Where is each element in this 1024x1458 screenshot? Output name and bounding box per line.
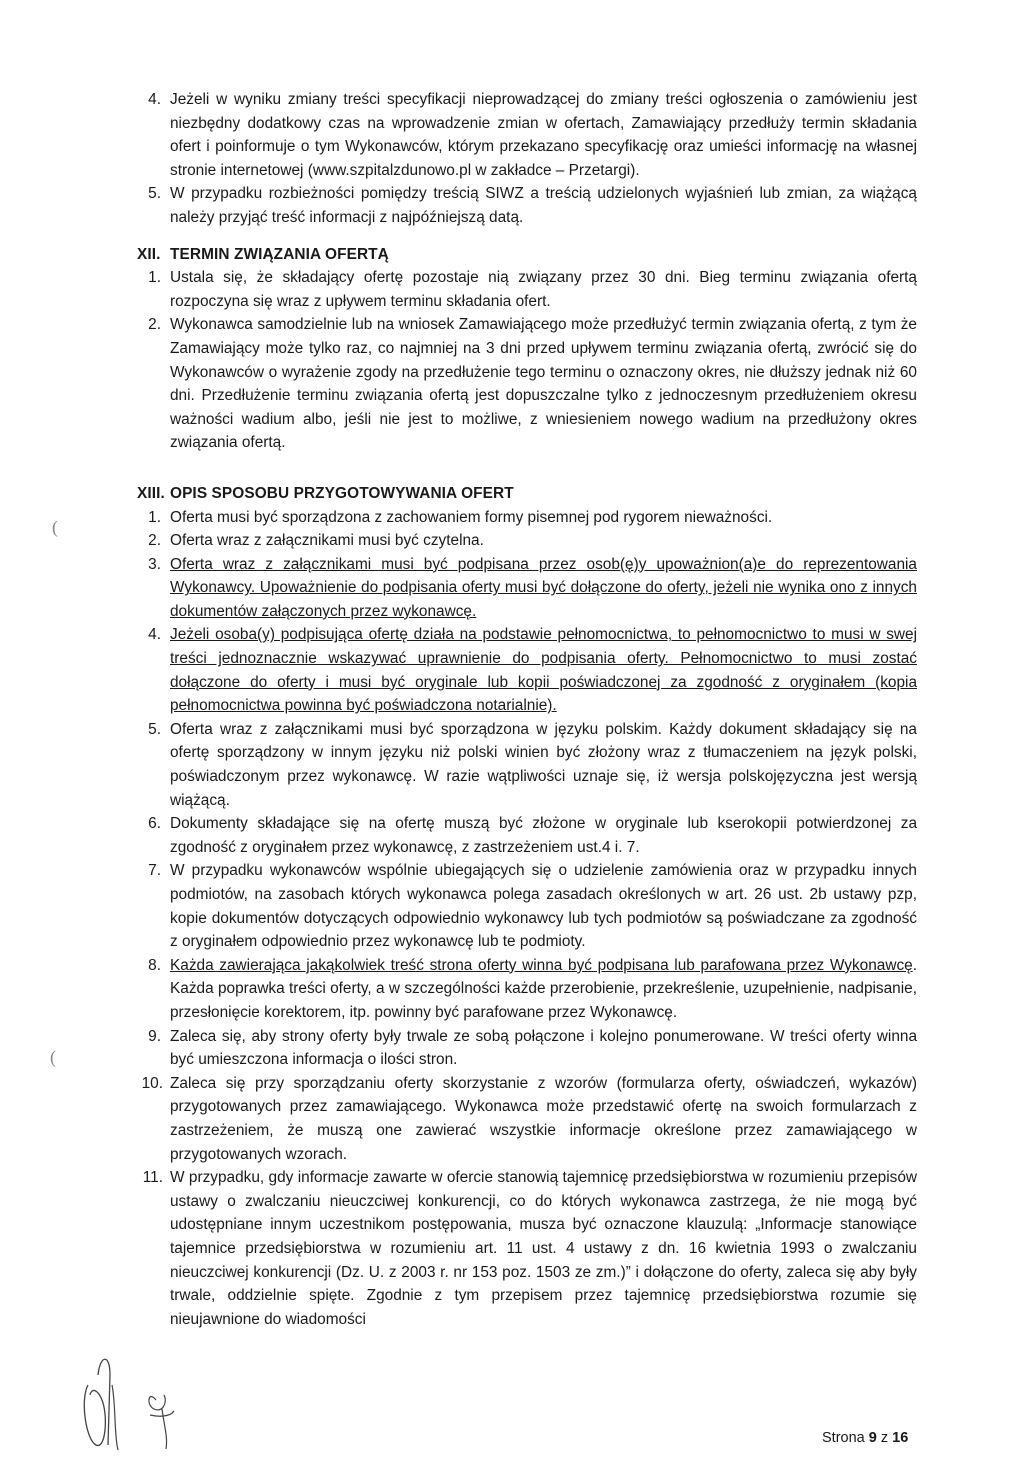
footer-page-number: 9 <box>868 1430 877 1446</box>
section-heading-xii <box>137 243 917 267</box>
item-text: Ustala się, że składający ofertę pozostaje nią związany przez 30 dni. Bieg terminu związania ofertą rozpoczyna się wraz z upływem terminu składania ofert. <box>170 269 917 310</box>
list-item <box>147 182 917 229</box>
item-number: 9. <box>148 1027 161 1045</box>
list-item <box>147 812 917 859</box>
item-text: . Każda poprawka treści oferty, a w szczególności każde przerobienie, przekreślenie, uzupełnienie, nadpisanie, przesłonięcie korektorem, itp. powinny być parafowane przez Wykonawcę. <box>170 956 917 1021</box>
section-title: OPIS SPOSOBU PRZYGOTOWYWANIA OFERT <box>170 484 514 502</box>
list-item <box>147 859 917 953</box>
list-item <box>142 1166 917 1331</box>
handwritten-signature <box>78 1345 208 1455</box>
list-item <box>147 529 917 553</box>
item-number: 1. <box>148 508 161 526</box>
footer-label: Strona <box>822 1430 865 1446</box>
list-item <box>147 718 917 812</box>
document-page <box>137 88 917 1331</box>
item-number: 2. <box>148 532 161 550</box>
item-text-underlined: Każda zawierająca jakąkolwiek treść strona oferty winna być podpisana lub parafowana przez Wykonawcę <box>170 956 913 974</box>
section-number: XIII. <box>137 484 165 502</box>
list-item <box>147 954 917 1025</box>
item-number: 8. <box>148 956 161 974</box>
item-text: Zaleca się przy sporządzaniu oferty skorzystanie z wzorów (formularza oferty, oświadczeń, wykazów) przygotowanych przez zamawiającego. Wykonawca może przedstawić ofertę na swoich formularzach z zastrzeżeniem, że muszą one zawierać wszystkie informacje określone przez zamawiającego w przygotowanych wzorach. <box>170 1074 917 1163</box>
item-number: 1. <box>148 269 161 287</box>
margin-mark: ( <box>50 1047 56 1067</box>
item-number: 5. <box>148 185 161 203</box>
item-text: W przypadku, gdy informacje zawarte w ofercie stanowią tajemnicę przedsiębiorstwa w rozumieniu przepisów ustawy o zwalczaniu nieuczciwej konkurencji, co do których wykonawca zastrzega, że nie mogą być udostępniane innym uczestnikom postępowania, musza być oznaczone klauzulą: „Informacje stanowiące tajemnice przedsiębiorstwa w rozumieniu art. 11 ust. 4 ustawy z dn. 16 kwietnia 1993 o zwalczaniu nieuczciwej konkurencji (Dz. U. z 2003 r. nr 153 poz. 1503 ze zm.)” i dołączone do oferty, zaleca się aby były trwale, oddzielnie spięte. Zgodnie z tym przepisem przez tajemnicę przedsiębiorstwa rozumie się nieujawnione do wiadomości <box>170 1169 917 1328</box>
item-text: Oferta wraz z załącznikami musi być czytelna. <box>170 532 484 550</box>
section-number: XII. <box>137 245 161 263</box>
item-text: Oferta wraz z załącznikami musi być podpisana przez osob(ę)y upoważnion(a)e do reprezentowania Wykonawcy. Upoważnienie do podpisania oferty musi być dołączone do oferty, jeżeli nie wynika ono z innych dokumentów załączonych przez wykonawcę. <box>170 555 917 620</box>
item-text: Jeżeli w wyniku zmiany treści specyfikacji nieprowadzącej do zmiany treści ogłoszenia o zamówieniu jest niezbędny dodatkowy czas na wprowadzenie zmian w ofertach, Zamawiający przedłuży termin składania ofert i poinformuje o tym Wykonawców, którym przekazano specyfikację oraz umieści informację na własnej stronie internetowej (www.szpitalzdunowo.pl w zakładce – Przetargi). <box>170 91 917 179</box>
list-item <box>147 553 917 624</box>
item-number: 4. <box>148 91 161 108</box>
section-heading-xiii <box>137 482 917 506</box>
item-number: 4. <box>148 626 161 644</box>
item-text: Wykonawca samodzielnie lub na wniosek Zamawiającego może przedłużyć termin związania ofertą, z tym że Zamawiający może tylko raz, co najmniej na 3 dni przed upływem terminu związania ofertą, zwrócić się do Wykonawców o wyrażenie zgody na przedłużenie tego terminu o oznaczony okres, nie dłuższy jednak niż 60 dni. Przedłużenie terminu związania ofertą jest dopuszczalne tylko z jednoczesnym przedłużeniem okresu ważności wadium albo, jeśli nie jest to możliwe, z wniesieniem nowego wadium na przedłużony okres związania ofertą. <box>170 316 917 452</box>
item-text: Oferta wraz z załącznikami musi być sporządzona w języku polskim. Każdy dokument składający się na ofertę sporządzony w innym języku niż polski winien być złożony wraz z tłumaczeniem na język polski, poświadczonym przez wykonawcę. W razie wątpliwości uznaje się, iż wersja polskojęzyczna jest wersją wiążącą. <box>170 720 917 809</box>
list-item <box>147 313 917 455</box>
list-item <box>141 1072 917 1166</box>
item-text: Dokumenty składające się na ofertę muszą być złożone w oryginale lub kserokopii potwierdzonej za zgodność z oryginałem przez wykonawcę, z zastrzeżeniem ust.4 i. 7. <box>170 815 917 856</box>
item-number: 7. <box>148 862 161 880</box>
list-item <box>147 623 917 717</box>
item-number: 3. <box>148 555 161 573</box>
item-text: Oferta musi być sporządzona z zachowaniem formy pisemnej pod rygorem nieważności. <box>170 508 773 526</box>
list-item <box>147 1025 917 1072</box>
footer-separator: z <box>880 1430 889 1446</box>
item-text: W przypadku rozbieżności pomiędzy treścią SIWZ a treścią udzielonych wyjaśnień lub zmian, za wiążącą należy przyjąć treść informacji z najpóźniejszą datą. <box>170 185 917 226</box>
list-item <box>147 88 917 182</box>
item-number: 6. <box>148 815 161 833</box>
item-text: Jeżeli osoba(y) podpisująca ofertę działa na podstawie pełnomocnictwa, to pełnomocnictwo to musi w swej treści jednoznacznie wskazywać uprawnienie do podpisania oferty. Pełnomocnictwo to musi zostać dołączone do oferty i musi być oryginale lub kopii poświadczonej za zgodność z oryginałem (kopia pełnomocnictwa powinna być poświadczona notarialnie). <box>170 626 917 715</box>
page-footer <box>822 1427 908 1451</box>
item-number: 2. <box>148 316 161 334</box>
margin-mark: ( <box>52 517 58 537</box>
item-text: W przypadku wykonawców wspólnie ubiegających się o udzielenie zamówienia oraz w przypadku innych podmiotów, na zasobach których wykonawca polega zasadach określonych w art. 26 ust. 2b ustawy pzp, kopie dokumentów dotyczących odpowiednio wykonawcy lub tych podmiotów są poświadczane za zgodność z oryginałem odpowiednio przez wykonawcę lub te podmioty. <box>170 862 917 951</box>
section-title: TERMIN ZWIĄZANIA OFERTĄ <box>170 245 389 263</box>
list-item <box>147 266 917 313</box>
item-number: 5. <box>148 720 161 738</box>
item-number: 11. <box>142 1169 163 1187</box>
footer-page-total: 16 <box>892 1430 909 1446</box>
item-text: Zaleca się, aby strony oferty były trwale ze sobą połączone i kolejno ponumerowane. W treści oferty winna być umieszczona informacja o ilości stron. <box>170 1027 917 1069</box>
item-number: 10. <box>141 1074 163 1092</box>
list-item <box>147 506 917 530</box>
